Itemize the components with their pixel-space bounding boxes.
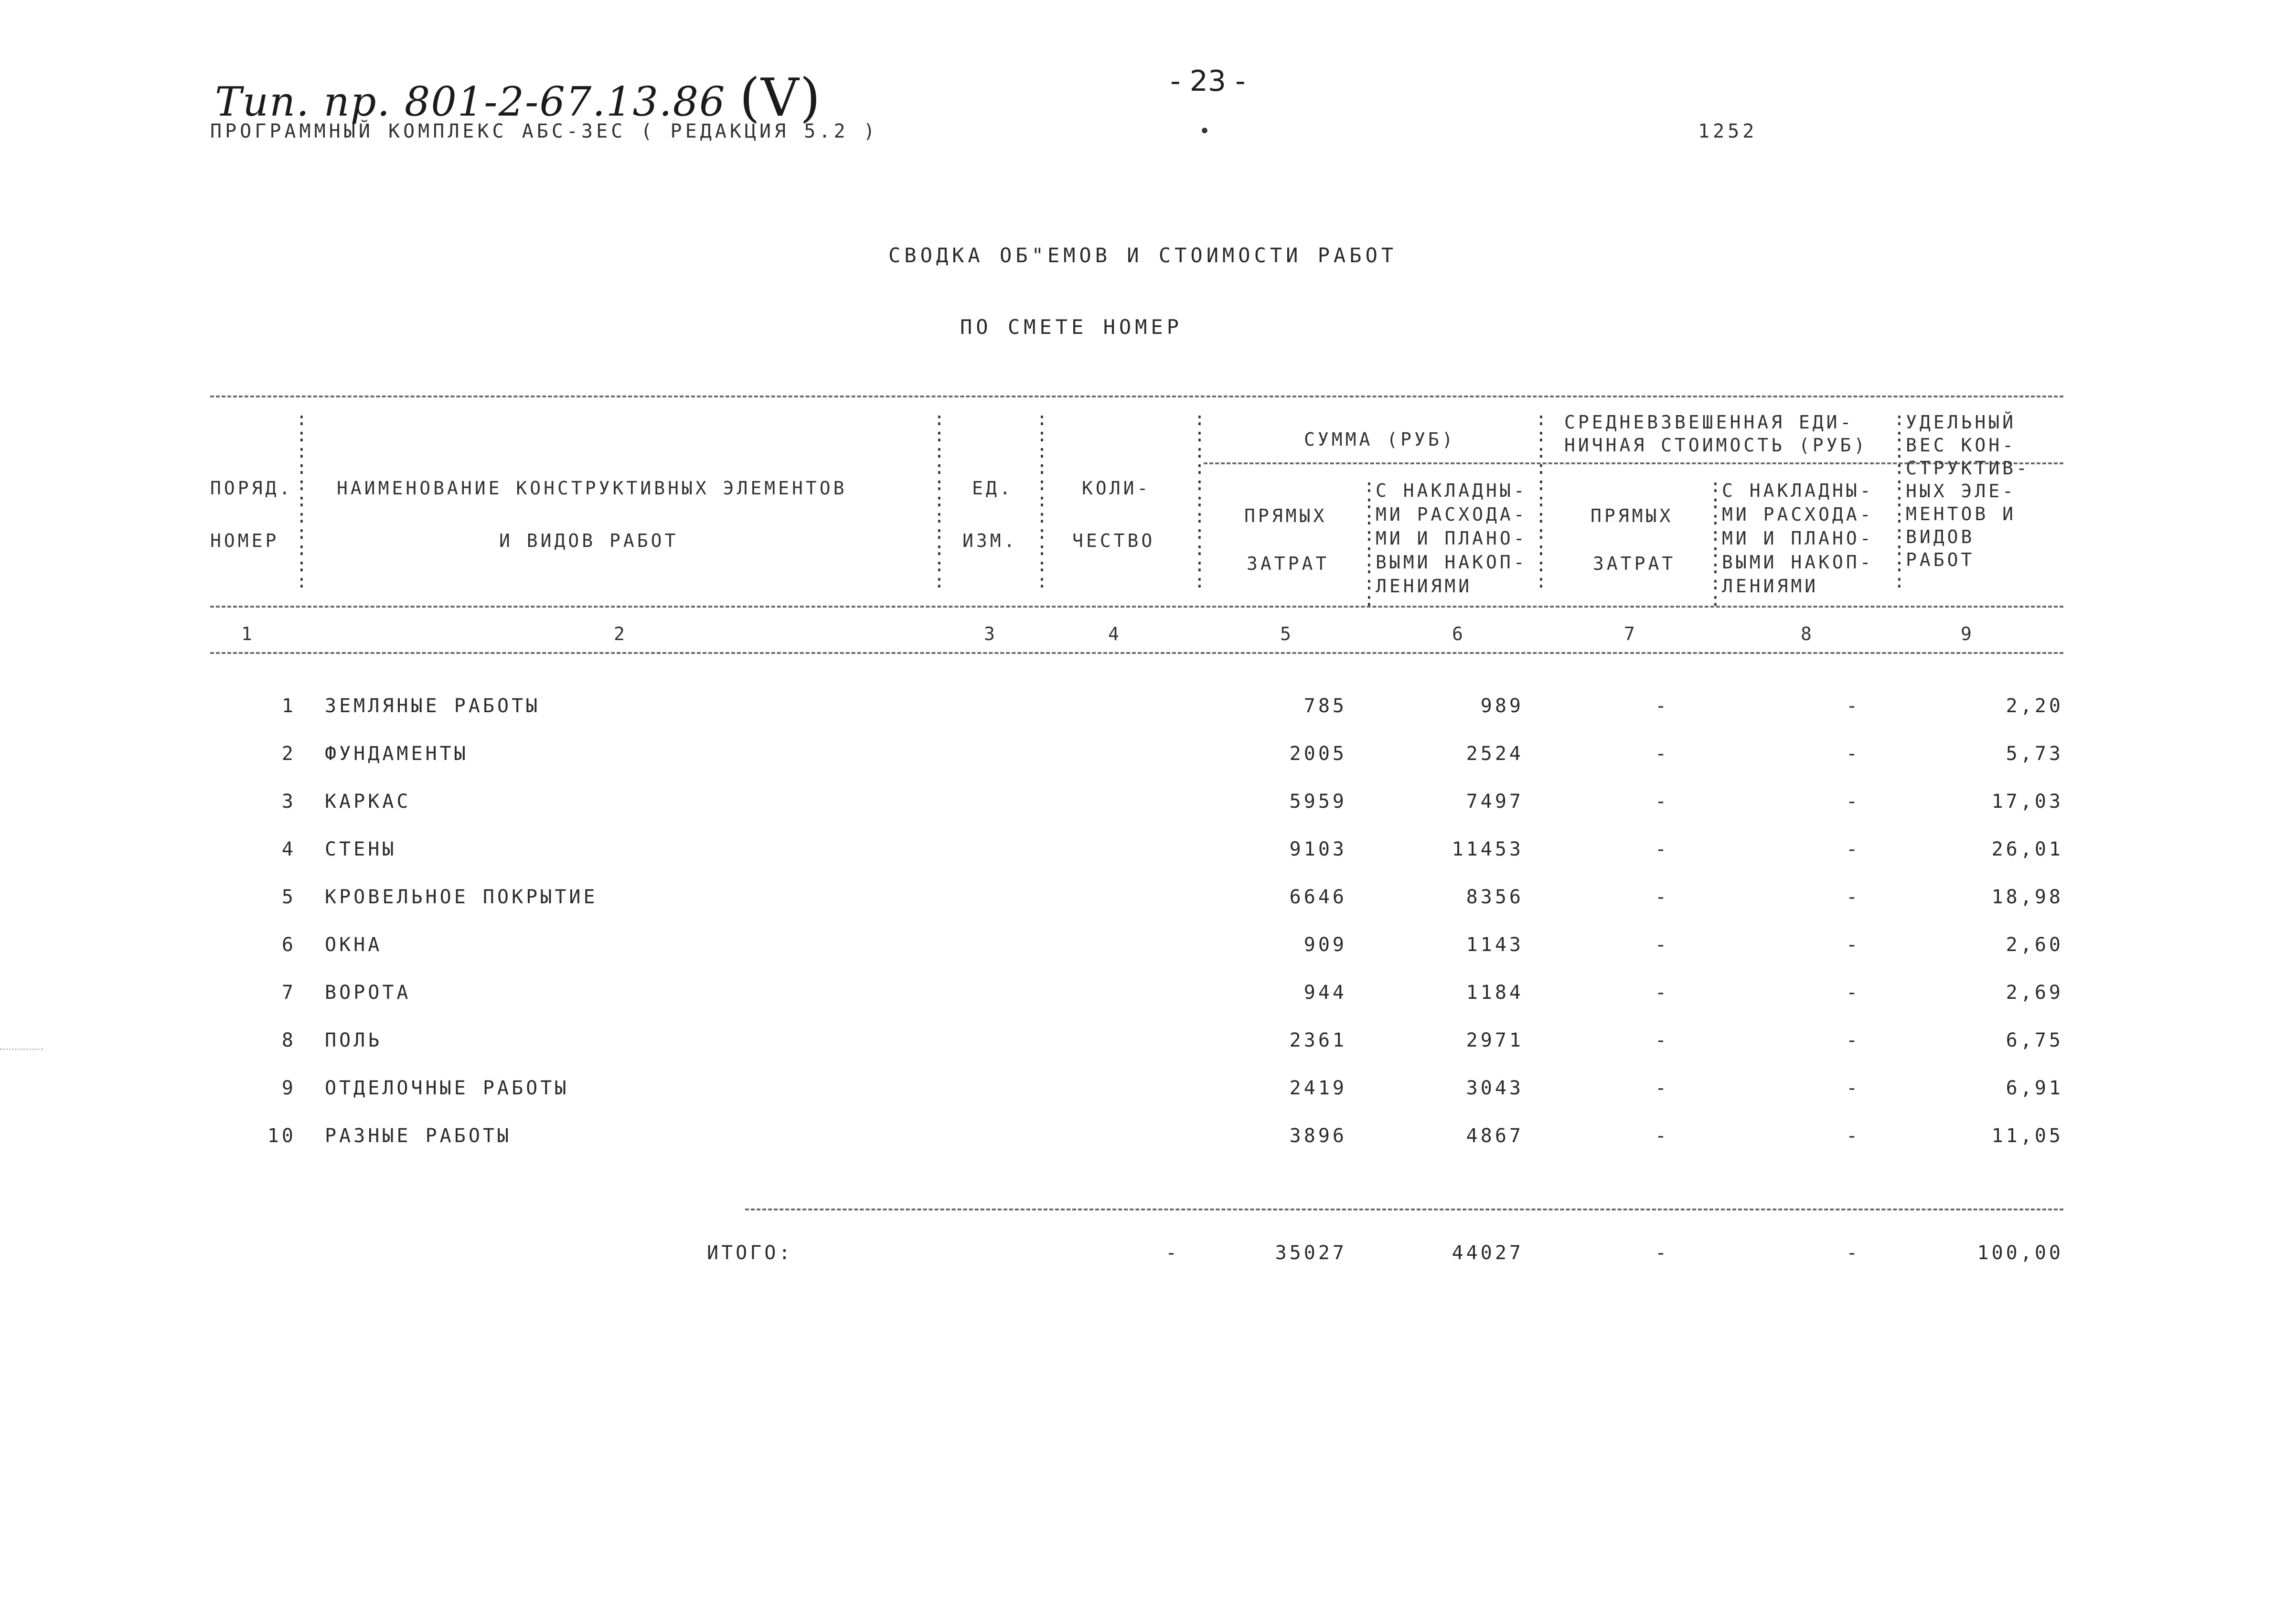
col-share-line3: СТРУКТИВ-: [1906, 458, 2030, 479]
row-share: 2,20: [2006, 695, 2063, 717]
col-number-7: 7: [1624, 623, 1638, 644]
row-overhead: 11453: [1452, 838, 1524, 860]
col-quantity-line2: ЧЕСТВО: [1072, 530, 1155, 551]
separator-1: : : : : : : : : : : :: [296, 408, 307, 592]
col-share-line4: НЫХ ЭЛЕ-: [1906, 481, 2017, 502]
row-number: 3: [281, 791, 296, 813]
margin-scan-mark: [0, 1049, 43, 1050]
totals-rule: [745, 1209, 2063, 1210]
separator-8: : : : : : : : : : : :: [1894, 408, 1905, 592]
row-avg-overhead: -: [1846, 791, 1861, 813]
row-number: 7: [281, 982, 296, 1004]
separator-3: : : : : : : : : : : :: [1036, 408, 1047, 592]
col-avg-overhead-line1: С НАКЛАДНЫ-: [1722, 480, 1874, 501]
col-avg-overhead-line2: МИ РАСХОДА-: [1722, 504, 1874, 525]
col-share-line5: МЕНТОВ И: [1906, 503, 2017, 524]
col-avg-direct-line2: ЗАТРАТ: [1593, 553, 1676, 574]
col-number-5: 5: [1280, 623, 1294, 644]
total-avg-overhead: -: [1846, 1242, 1861, 1264]
row-avg-direct: -: [1655, 1125, 1670, 1147]
avg-group-header-line1: СРЕДНЕВЗВЕШЕННАЯ ЕДИ-: [1564, 412, 1854, 433]
table-top-rule: [210, 396, 2063, 397]
row-avg-direct: -: [1655, 791, 1670, 813]
row-avg-direct: -: [1655, 743, 1670, 765]
col-overhead-line4: ВЫМИ НАКОП-: [1376, 552, 1527, 573]
separator-4: : : : : : : : : : : :: [1194, 408, 1205, 592]
row-name: ЗЕМЛЯНЫЕ РАБОТЫ: [325, 695, 541, 717]
row-name: ОТДЕЛОЧНЫЕ РАБОТЫ: [325, 1077, 569, 1099]
row-number: 8: [281, 1029, 296, 1051]
col-overhead-line2: МИ РАСХОДА-: [1376, 504, 1527, 525]
col-name-line2: И ВИДОВ РАБОТ: [499, 530, 679, 551]
col-number-2: 2: [614, 623, 628, 644]
row-share: 6,91: [2006, 1077, 2063, 1099]
row-number: 1: [281, 695, 296, 717]
handwritten-project-code: Тип. пр. 801-2-67.13.86: [215, 78, 726, 125]
row-avg-overhead: -: [1846, 1125, 1861, 1147]
row-avg-direct: -: [1655, 934, 1670, 956]
row-number: 9: [281, 1077, 296, 1099]
row-direct: 5959: [1289, 791, 1347, 813]
col-share-line7: РАБОТ: [1906, 549, 1975, 570]
row-avg-overhead: -: [1846, 743, 1861, 765]
total-avg-direct: -: [1655, 1242, 1670, 1264]
col-number-8: 8: [1801, 623, 1815, 644]
col-share-line2: ВЕС КОН-: [1906, 435, 2017, 456]
col-avg-overhead-line3: МИ И ПЛАНО-: [1722, 528, 1874, 549]
row-name: ФУНДАМЕНТЫ: [325, 743, 469, 765]
row-share: 26,01: [1991, 838, 2063, 860]
row-overhead: 989: [1480, 695, 1524, 717]
row-number: 4: [281, 838, 296, 860]
row-name: СТЕНЫ: [325, 838, 397, 860]
row-avg-direct: -: [1655, 1077, 1670, 1099]
row-overhead: 4867: [1466, 1125, 1524, 1147]
row-direct: 2005: [1289, 743, 1347, 765]
row-share: 2,69: [2006, 982, 2063, 1004]
col-number-4: 4: [1108, 623, 1122, 644]
row-direct: 3896: [1289, 1125, 1347, 1147]
row-overhead: 3043: [1466, 1077, 1524, 1099]
report-subtitle: ПО СМЕТЕ НОМЕР: [960, 315, 1183, 339]
row-direct: 944: [1303, 982, 1347, 1004]
row-avg-direct: -: [1655, 838, 1670, 860]
col-direct-cost-line1: ПРЯМЫХ: [1244, 505, 1327, 526]
row-overhead: 2971: [1466, 1029, 1524, 1051]
program-line: ПРОГРАММНЫЙ КОМПЛЕКС АБС-3ЕС ( РЕДАКЦИЯ 5.2 ): [210, 120, 878, 142]
dot-mark: •: [1199, 120, 1214, 142]
row-share: 17,03: [1991, 791, 2063, 813]
row-direct: 2361: [1289, 1029, 1347, 1051]
row-name: КРОВЕЛЬНОЕ ПОКРЫТИЕ: [325, 886, 598, 908]
col-quantity-line1: КОЛИ-: [1082, 478, 1151, 499]
row-name: ПОЛЬ: [325, 1029, 383, 1051]
col-avg-overhead-line5: ЛЕНИЯМИ: [1722, 576, 1819, 597]
row-direct: 2419: [1289, 1077, 1347, 1099]
row-avg-direct: -: [1655, 695, 1670, 717]
col-share-line6: ВИДОВ: [1906, 526, 1975, 547]
col-number-1: 1: [241, 623, 255, 644]
total-quantity: -: [1165, 1242, 1180, 1264]
separator-2: : : : : : : : : : : :: [934, 408, 945, 592]
separator-5: : : : : : : : :: [1364, 475, 1375, 610]
report-title: СВОДКА ОБ"ЕМОВ И СТОИМОСТИ РАБОТ: [888, 244, 1398, 267]
row-name: КАРКАС: [325, 791, 411, 813]
row-name: ОКНА: [325, 934, 383, 956]
total-label: ИТОГО:: [707, 1242, 793, 1264]
page-number: - 23 -: [1170, 64, 1246, 98]
row-number: 6: [281, 934, 296, 956]
row-overhead: 7497: [1466, 791, 1524, 813]
row-overhead: 1143: [1466, 934, 1524, 956]
col-order-number-line1: ПОРЯД.: [210, 478, 293, 499]
col-name-line1: НАИМЕНОВАНИЕ КОНСТРУКТИВНЫХ ЭЛЕМЕНТОВ: [337, 478, 847, 499]
row-share: 11,05: [1991, 1125, 2063, 1147]
col-unit-line2: ИЗМ.: [962, 530, 1018, 551]
row-name: РАЗНЫЕ РАБОТЫ: [325, 1125, 512, 1147]
row-avg-direct: -: [1655, 886, 1670, 908]
row-share: 2,60: [2006, 934, 2063, 956]
col-order-number-line2: НОМЕР: [210, 530, 279, 551]
row-direct: 6646: [1289, 886, 1347, 908]
document-code: 1252: [1698, 120, 1758, 142]
row-number: 2: [281, 743, 296, 765]
row-overhead: 8356: [1466, 886, 1524, 908]
col-overhead-line3: МИ И ПЛАНО-: [1376, 528, 1527, 549]
row-direct: 909: [1303, 934, 1347, 956]
sum-group-header: СУММА (РУБ): [1304, 429, 1456, 450]
row-avg-overhead: -: [1846, 886, 1861, 908]
row-direct: 9103: [1289, 838, 1347, 860]
col-number-3: 3: [984, 623, 998, 644]
row-overhead: 2524: [1466, 743, 1524, 765]
column-number-rule: [210, 652, 2063, 654]
row-share: 18,98: [1991, 886, 2063, 908]
col-direct-cost-line2: ЗАТРАТ: [1247, 553, 1330, 574]
row-share: 6,75: [2006, 1029, 2063, 1051]
handwritten-reference: [215, 67, 822, 128]
col-avg-overhead-line4: ВЫМИ НАКОП-: [1722, 552, 1874, 573]
row-avg-direct: -: [1655, 982, 1670, 1004]
col-avg-direct-line1: ПРЯМЫХ: [1591, 505, 1674, 526]
row-avg-overhead: -: [1846, 838, 1861, 860]
row-avg-overhead: -: [1846, 934, 1861, 956]
total-direct: 35027: [1275, 1242, 1347, 1264]
row-avg-overhead: -: [1846, 1077, 1861, 1099]
col-share-line1: УДЕЛЬНЫЙ: [1906, 412, 2017, 433]
header-bottom-rule: [210, 606, 2063, 608]
total-overhead: 44027: [1452, 1242, 1524, 1264]
row-name: ВОРОТА: [325, 982, 411, 1004]
row-number: 10: [267, 1125, 296, 1147]
row-overhead: 1184: [1466, 982, 1524, 1004]
col-overhead-line5: ЛЕНИЯМИ: [1376, 576, 1473, 597]
col-number-9: 9: [1961, 623, 1975, 644]
row-number: 5: [281, 886, 296, 908]
row-avg-direct: -: [1655, 1029, 1670, 1051]
row-avg-overhead: -: [1846, 695, 1861, 717]
row-direct: 785: [1303, 695, 1347, 717]
handwritten-volume: (V): [739, 67, 822, 128]
col-number-6: 6: [1452, 623, 1466, 644]
row-avg-overhead: -: [1846, 982, 1861, 1004]
row-share: 5,73: [2006, 743, 2063, 765]
col-unit-line1: ЕД.: [972, 478, 1014, 499]
avg-group-header-line2: НИЧНАЯ СТОИМОСТЬ (РУБ): [1564, 435, 1868, 456]
separator-6: : : : : : : : : : : :: [1536, 408, 1547, 592]
separator-7: : : : : : : : :: [1710, 475, 1721, 610]
row-avg-overhead: -: [1846, 1029, 1861, 1051]
total-share: 100,00: [1977, 1242, 2063, 1264]
col-overhead-line1: С НАКЛАДНЫ-: [1376, 480, 1527, 501]
